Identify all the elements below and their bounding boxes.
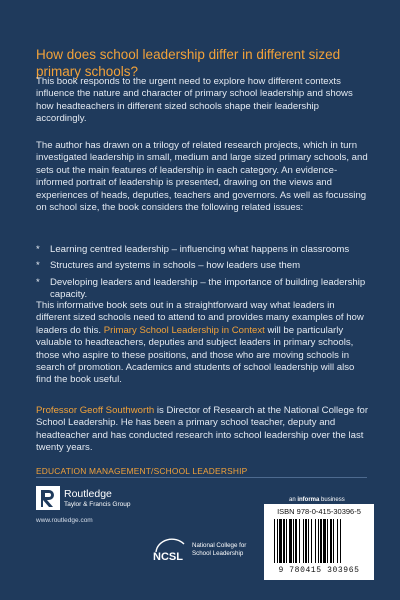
- publisher-subtitle: Taylor & Francis Group: [64, 501, 131, 508]
- audience-text-end: will be particularly valuable to headteachers, deputies and subject leaders in primary schools, those who aspire to these positions, and those who are moving schools in search of promotion. Academics and students of school leadership will also find the book useful.: [36, 324, 355, 386]
- bullet-mark: *: [36, 260, 40, 272]
- list-item: [36, 244, 371, 256]
- list-item: [36, 277, 371, 302]
- ncsl-abbr: NCSL: [153, 551, 183, 563]
- ncsl-logo-icon: [150, 534, 190, 566]
- author-name: Professor Geoff Southworth: [36, 405, 155, 416]
- informa-brand: informa: [297, 497, 320, 503]
- book-title-highlight: Primary School Leadership in Context: [103, 324, 265, 336]
- audience-paragraph: [36, 300, 371, 387]
- isbn-text: ISBN 978-0-415-30396-5: [277, 507, 361, 516]
- intro-paragraph: This book responds to the urgent need to explore how different contexts influence the nature and character of primary school leadership and shows how headteachers in different sized schools shape their leadership accordingly.: [36, 76, 353, 125]
- routledge-logo-icon: [36, 486, 60, 510]
- informa-suffix: business: [319, 497, 345, 503]
- informa-prefix: an: [289, 497, 298, 503]
- research-paragraph: The author has drawn on a trilogy of related research projects, which in turn investigated leadership in small, medium and large sized primary schools, and sets out the main features of leadership in each category. An evidence-informed portrait of leadership is presented, drawing on the views and experiences of heads, deputies, teachers and governors. As well as focussing on school size, the book considers the following related issues:: [36, 140, 368, 214]
- barcode-icon: [274, 519, 366, 563]
- list-item-text: Structures and systems in schools – how leaders use them: [50, 260, 301, 272]
- ncsl-name: National College for School Leadership: [192, 542, 247, 557]
- author-paragraph: [36, 405, 371, 455]
- barcode-number: 9 780415 303965: [278, 566, 360, 575]
- author-bio: is Director of Research at the National College for School Leadership. He has been a primary school teacher, deputy and headteacher and has conducted research into school leadership over the last twenty years.: [36, 405, 369, 454]
- audience-text-start: This informative book sets out in a straightforward way what leaders in different sized schools need to attend to and provides many examples of how leaders do this.: [36, 300, 364, 336]
- bullet-mark: *: [36, 244, 40, 255]
- subject-category: EDUCATION MANAGEMENT/SCHOOL LEADERSHIP: [36, 466, 248, 476]
- bullet-mark: *: [36, 276, 40, 288]
- publisher-url: www.routledge.com: [36, 517, 93, 524]
- publisher-name: Routledge: [64, 488, 112, 500]
- informa-tagline: [289, 497, 345, 503]
- divider: [36, 477, 367, 478]
- issues-list: [36, 244, 371, 306]
- headline: How does school leadership differ in different sized primary schools?: [36, 47, 341, 79]
- list-item-text: Developing leaders and leadership – the importance of building leadership capacity.: [50, 276, 366, 301]
- isbn-barcode: [264, 504, 374, 580]
- list-item: [36, 260, 371, 272]
- list-item-text: Learning centred leadership – influencing what happens in classrooms: [50, 244, 350, 255]
